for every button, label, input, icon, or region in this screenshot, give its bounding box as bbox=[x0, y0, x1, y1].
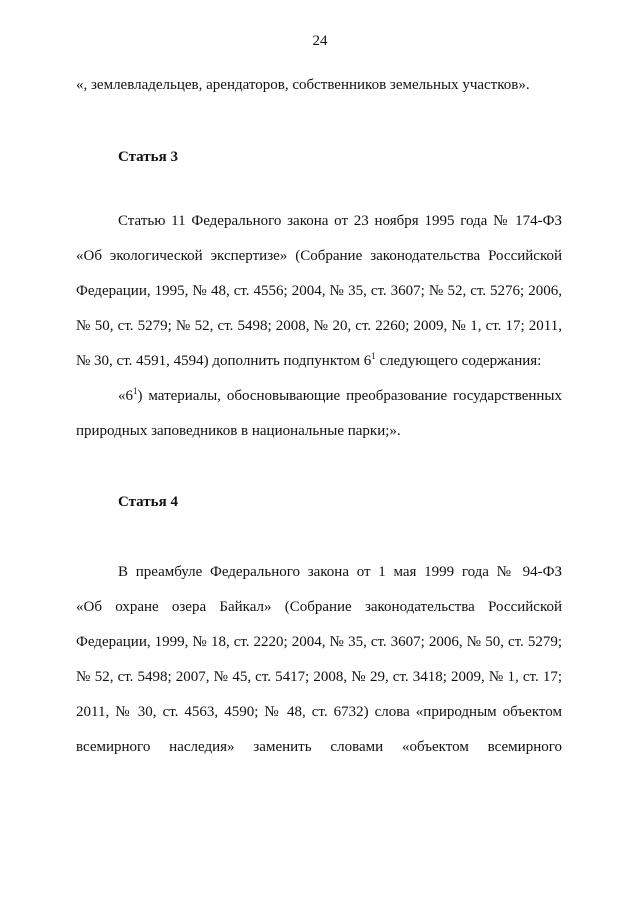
article-4-line: 2011, № 30, ст. 4563, 4590; № 48, ст. 6732) слова «природным объектом bbox=[76, 704, 562, 720]
text-fragment: «6 bbox=[118, 388, 133, 404]
article-4-line: «Об охране озера Байкал» (Собрание законодательства Российской bbox=[76, 599, 562, 615]
article-3-line: природных заповедников в национальные парки;». bbox=[76, 423, 401, 439]
article-3-heading: Статья 3 bbox=[118, 149, 178, 165]
article-4-line: всемирного наследия» заменить словами «объектом всемирного bbox=[76, 739, 562, 755]
article-3-line: № 50, ст. 5279; № 52, ст. 5498; 2008, № 20, ст. 2260; 2009, № 1, ст. 17; 2011, bbox=[76, 318, 562, 334]
article-4-heading: Статья 4 bbox=[118, 494, 178, 510]
text-fragment: № 30, ст. 4591, 4594) дополнить подпунктом 6 bbox=[76, 353, 372, 369]
text-fragment: ) материалы, обосновывающие преобразование государственных bbox=[137, 388, 562, 404]
article-3-line: Статью 11 Федерального закона от 23 ноября 1995 года № 174-ФЗ bbox=[118, 213, 562, 229]
text-fragment: следующего содержания: bbox=[375, 353, 542, 369]
fragment-line: «, землевладельцев, арендаторов, собственников земельных участков». bbox=[76, 77, 530, 93]
article-4-line: № 52, ст. 5498; 2007, № 45, ст. 5417; 2008, № 29, ст. 3418; 2009, № 1, ст. 17; bbox=[76, 669, 562, 685]
article-4-line: В преамбуле Федерального закона от 1 мая 1999 года № 94-ФЗ bbox=[118, 564, 562, 580]
superscript: 1 bbox=[371, 351, 376, 361]
article-3-line-last bbox=[76, 351, 562, 371]
article-3-line: «Об экологической экспертизе» (Собрание законодательства Российской bbox=[76, 248, 562, 264]
article-3-line bbox=[118, 386, 562, 406]
article-4-line: Федерации, 1999, № 18, ст. 2220; 2004, № 35, ст. 3607; 2006, № 50, ст. 5279; bbox=[76, 634, 562, 650]
article-3-line: Федерации, 1995, № 48, ст. 4556; 2004, № 35, ст. 3607; № 52, ст. 5276; 2006, bbox=[76, 283, 562, 299]
page-number: 24 bbox=[312, 33, 328, 49]
superscript: 1 bbox=[133, 386, 138, 396]
